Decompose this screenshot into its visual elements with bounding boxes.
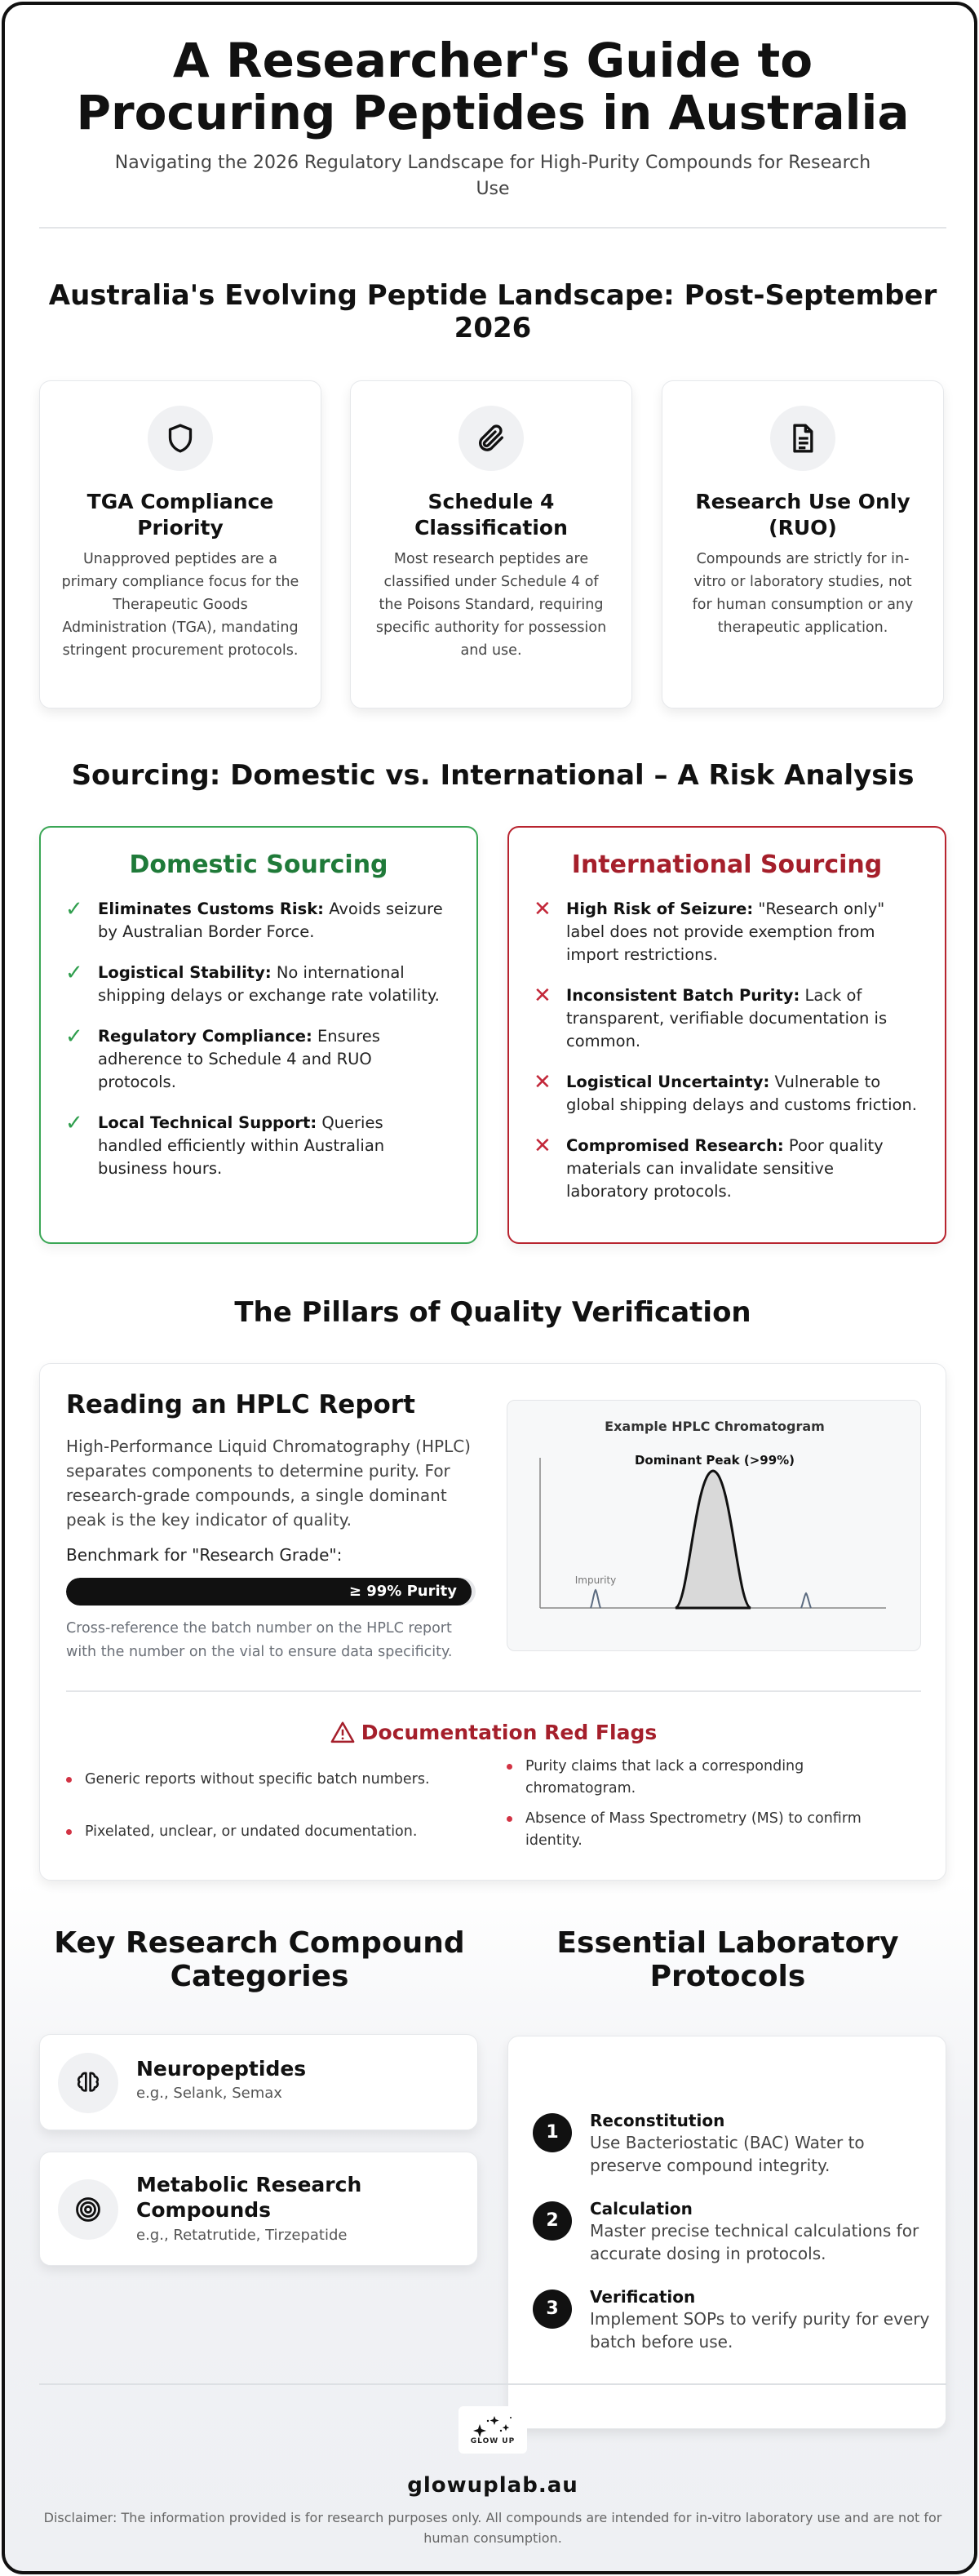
category-name: Metabolic Research Compounds (136, 2173, 362, 2222)
benchmark-note: Cross-reference the batch number on the HPLC report with the number on the vial to ensure data specificity. (66, 1620, 453, 1660)
chromatogram-plot (507, 1401, 922, 1652)
check-icon: ✓ (65, 897, 83, 922)
page-title: A Researcher's Guide to Procuring Peptides in Australia (76, 33, 910, 140)
header-divider (39, 227, 946, 229)
list-item (65, 898, 452, 944)
feature-desc: Most research peptides are classified under Schedule 4 of the Poisons Standard, requiring specific authority for possession and use. (375, 551, 607, 659)
page-frame (2, 2, 977, 2574)
landscape-title: Australia's Evolving Peptide Landscape: Post-September 2026 (48, 279, 937, 344)
check-icon: ✓ (65, 1024, 83, 1049)
paperclip-icon (458, 406, 524, 471)
peak-label: Dominant Peak (>99%) (634, 1453, 795, 1468)
red-flag-item (66, 1821, 474, 1843)
feature-title: Research Use Only (RUO) (695, 490, 910, 540)
cross-icon: ✕ (534, 984, 552, 1008)
item-label: Eliminates Customs Risk: (98, 899, 324, 918)
item-text: Avoids seizure by Australian Border Force. (98, 899, 443, 941)
benchmark-bar (66, 1578, 476, 1606)
domestic-sourcing-card (39, 826, 478, 1244)
protocols-title: Essential Laboratory Protocols (556, 1926, 899, 1993)
item-text: Lack of transparent, verifiable documentation is common. (566, 986, 888, 1050)
dominant-peak (676, 1471, 751, 1608)
feature-title: Schedule 4 Classification (414, 490, 568, 540)
domestic-title: Domestic Sourcing (129, 851, 388, 879)
site-name[interactable]: glowuplab.au (407, 2473, 578, 2498)
red-flags-title (40, 1720, 947, 1746)
feature-title: TGA Compliance Priority (86, 490, 274, 540)
footer-divider (39, 2383, 946, 2385)
list-item (534, 1071, 920, 1117)
brain-icon (58, 2053, 118, 2113)
item-text: "Research only" label does not provide exemption from import restrictions. (566, 899, 885, 964)
hplc-panel (39, 1363, 946, 1881)
red-flag-text: Generic reports without specific batch numbers. (85, 1771, 430, 1788)
item-label: High Risk of Seizure: (566, 899, 754, 918)
item-label: Compromised Research: (566, 1136, 784, 1155)
panel-divider (66, 1690, 921, 1692)
protocols-card (507, 2036, 946, 2429)
shield-icon (148, 406, 213, 471)
cross-icon: ✕ (534, 1134, 552, 1158)
impurity-peak (591, 1590, 600, 1608)
bullet-icon (66, 1829, 72, 1835)
category-examples: e.g., Retatrutide, Tirzepatide (136, 2227, 348, 2244)
list-item (65, 1025, 452, 1094)
disclaimer: Disclaimer: The information provided is for research purposes only. All compounds are intended for in-vitro laboratory use and are not for human consumption. (43, 2510, 942, 2546)
check-icon: ✓ (65, 1111, 83, 1135)
step-number: 3 (533, 2290, 572, 2329)
category-card-neuropeptides (39, 2034, 478, 2130)
category-examples: e.g., Selank, Semax (136, 2085, 282, 2102)
list-item (534, 898, 920, 966)
sourcing-title: Sourcing: Domestic vs. International – A Risk Analysis (71, 759, 915, 792)
red-flag-item (507, 1808, 915, 1852)
list-item (65, 1112, 452, 1180)
step-number: 2 (533, 2201, 572, 2241)
bullet-icon (507, 1764, 512, 1770)
hplc-description: High-Performance Liquid Chromatography (HPLC) separates components to determine purity. For research-grade compounds, a single dominant peak is the key indicator of quality. (66, 1437, 471, 1530)
red-flag-item (507, 1756, 915, 1800)
red-flag-text: Absence of Mass Spectrometry (MS) to confirm identity. (525, 1810, 862, 1849)
feature-desc: Compounds are strictly for in-vitro or laboratory studies, not for human consumption or any therapeutic application. (692, 551, 914, 636)
item-label: Logistical Uncertainty: (566, 1073, 770, 1091)
logo-text: GLOW UP (470, 2437, 516, 2445)
red-flag-item (66, 1769, 474, 1791)
page-subtitle: Navigating the 2026 Regulatory Landscape for High-Purity Compounds for Research Use (114, 153, 871, 199)
list-item (534, 984, 920, 1053)
benchmark-fill: ≥ 99% Purity (66, 1578, 472, 1606)
compounds-title: Key Research Compound Categories (54, 1926, 465, 1993)
sparkle-icon (458, 2406, 527, 2439)
international-sourcing-card (507, 826, 946, 1244)
bullet-icon (66, 1777, 72, 1783)
item-label: Logistical Stability: (98, 963, 272, 982)
chromatogram-title: Example HPLC Chromatogram (605, 1419, 825, 1434)
document-icon (770, 406, 835, 471)
international-title: International Sourcing (571, 851, 883, 879)
step-description: Master precise technical calculations for accurate dosing in protocols. (590, 2221, 919, 2263)
category-name: Neuropeptides (136, 2057, 307, 2081)
category-card-metabolic (39, 2152, 478, 2266)
brand-logo (458, 2406, 527, 2454)
list-item (65, 962, 452, 1007)
red-flags-title-text: Documentation Red Flags (361, 1721, 658, 1744)
bullet-icon (507, 1816, 512, 1822)
target-icon (58, 2179, 118, 2240)
step-description: Implement SOPs to verify purity for every batch before use. (590, 2309, 930, 2352)
minor-peak (801, 1593, 811, 1608)
list-item (534, 1135, 920, 1203)
step-number: 1 (533, 2113, 572, 2152)
feature-card-tga (39, 380, 321, 708)
step-title: Reconstitution (590, 2111, 725, 2130)
benchmark-label: Benchmark for "Research Grade": (66, 1545, 343, 1565)
item-text: Poor quality materials can invalidate sensitive laboratory protocols. (566, 1136, 884, 1201)
step-title: Calculation (590, 2199, 693, 2218)
cross-icon: ✕ (534, 1070, 552, 1095)
item-label: Local Technical Support: (98, 1113, 317, 1132)
warning-icon (330, 1721, 355, 1743)
red-flag-text: Pixelated, unclear, or undated documentation. (85, 1823, 418, 1840)
feature-desc: Unapproved peptides are a primary compliance focus for the Therapeutic Goods Administration (TGA), mandating stringent procurement protocols. (61, 551, 299, 659)
step-title: Verification (590, 2287, 696, 2307)
item-label: Inconsistent Batch Purity: (566, 986, 800, 1005)
item-text: No international shipping delays or exchange rate volatility. (98, 963, 440, 1005)
item-label: Regulatory Compliance: (98, 1027, 312, 1046)
item-text: Vulnerable to global shipping delays and customs friction. (566, 1073, 917, 1114)
quality-title: The Pillars of Quality Verification (234, 1296, 751, 1329)
feature-card-ruo (662, 380, 944, 708)
item-text: Queries handled efficiently within Australian business hours. (98, 1113, 385, 1178)
item-text: Ensures adherence to Schedule 4 and RUO protocols. (98, 1027, 380, 1091)
hplc-heading: Reading an HPLC Report (66, 1390, 415, 1419)
impurity-label: Impurity (574, 1574, 617, 1586)
red-flag-text: Purity claims that lack a corresponding chromatogram. (525, 1758, 804, 1797)
feature-card-schedule4 (350, 380, 632, 708)
check-icon: ✓ (65, 961, 83, 985)
step-description: Use Bacteriostatic (BAC) Water to preserve compound integrity. (590, 2133, 865, 2175)
chromatogram (507, 1400, 921, 1651)
cross-icon: ✕ (534, 897, 552, 922)
